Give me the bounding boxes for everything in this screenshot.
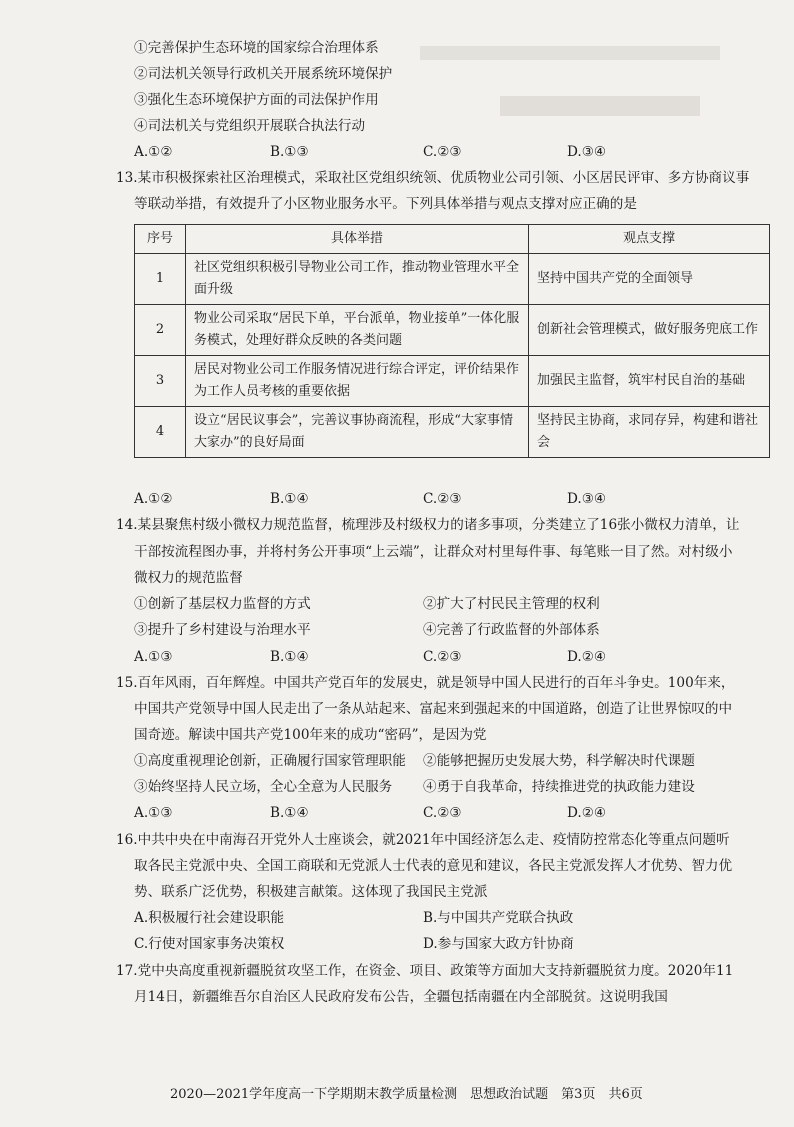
- q13-option-c[interactable]: C.②③: [423, 491, 462, 507]
- row-measure: 设立“居民议事会”，完善议事协商流程，形成“大家事情大家办”的良好局面: [186, 407, 529, 458]
- q17-stem: 17.党中央高度重视新疆脱贫攻坚工作，在资金、项目、政策等方面加大支持新疆脱贫力度。2020年11: [116, 963, 734, 979]
- q12-item: ③强化生态环境保护方面的司法保护作用: [134, 92, 379, 108]
- q15-option-a[interactable]: A.①③: [134, 805, 173, 821]
- page-footer: 2020—2021学年度高一下学期期末教学质量检测 思想政治试题 第3页 共6页: [170, 1087, 643, 1102]
- q16-stem: 取各民主党派中央、全国工商联和无党派人士代表的意见和建议，各民主党派发挥人才优势、智力优: [134, 858, 733, 874]
- q15-stem: 中国共产党领导中国人民走出了一条从站起来、富起来到强起来的中国道路，创造了让世界惊叹的中: [134, 701, 733, 717]
- q13-table: [134, 224, 770, 458]
- q16-stem: 16.中共中央在中南海召开党外人士座谈会，就2021年中国经济怎么走、疫情防控常态化等重点问题听: [116, 832, 730, 848]
- q14-item: ②扩大了村民民主管理的权利: [423, 596, 600, 612]
- q12-option-b[interactable]: B.①③: [270, 144, 309, 160]
- row-view: 坚持民主协商，求同存异，构建和谐社会: [529, 407, 770, 458]
- q15-option-b[interactable]: B.①④: [270, 805, 309, 821]
- q12-item: ②司法机关领导行政机关开展系统环境保护: [134, 66, 393, 82]
- row-measure: 社区党组织积极引导物业公司工作，推动物业管理水平全面升级: [186, 254, 529, 305]
- q13-option-d[interactable]: D.③④: [567, 491, 607, 507]
- row-measure: 物业公司采取“居民下单，平台派单，物业接单”一体化服务模式，处理好群众反映的各类问题: [186, 305, 529, 356]
- q12-item: ④司法机关与党组织开展联合执法行动: [134, 118, 366, 134]
- row-no: 4: [135, 407, 186, 458]
- q13-stem: 13.某市积极探索社区治理模式，采取社区党组织统领、优质物业公司引领、小区居民评审、多方协商议事: [116, 170, 750, 186]
- table-row: [135, 254, 770, 305]
- q13-option-b[interactable]: B.①④: [270, 491, 309, 507]
- q12-option-c[interactable]: C.②③: [423, 144, 462, 160]
- bleed-through-shadow: [500, 96, 700, 120]
- row-no: 2: [135, 305, 186, 356]
- q15-item: ③始终坚持人民立场，全心全意为人民服务: [134, 779, 393, 795]
- q14-option-b[interactable]: B.①④: [270, 649, 309, 665]
- q16-option-a[interactable]: A.积极履行社会建设职能: [134, 910, 285, 926]
- q15-option-c[interactable]: C.②③: [423, 805, 462, 821]
- header-no: 序号: [135, 225, 186, 254]
- q14-stem: 14.某县聚焦村级小微权力规范监督，梳理涉及村级权力的诸多事项，分类建立了16张小微权力清单，让: [116, 517, 740, 533]
- row-view: 创新社会管理模式，做好服务兜底工作: [529, 305, 770, 356]
- table-row: [135, 305, 770, 356]
- q14-item: ④完善了行政监督的外部体系: [423, 622, 600, 638]
- q13-option-a[interactable]: A.①②: [134, 491, 173, 507]
- q12-item: ①完善保护生态环境的国家综合治理体系: [134, 40, 379, 56]
- q17-stem: 月14日，新疆维吾尔自治区人民政府发布公告，全疆包括南疆在内全部脱贫。这说明我国: [134, 989, 668, 1005]
- table-header-row: [135, 225, 770, 254]
- header-view: 观点支撑: [529, 225, 770, 254]
- q14-item: ①创新了基层权力监督的方式: [134, 596, 311, 612]
- q16-option-c[interactable]: C.行使对国家事务决策权: [134, 936, 285, 952]
- q16-option-d[interactable]: D.参与国家大政方针协商: [423, 936, 574, 952]
- q13-stem: 等联动举措，有效提升了小区物业服务水平。下列具体举措与观点支撑对应正确的是: [134, 196, 637, 212]
- q16-option-b[interactable]: B.与中国共产党联合执政: [423, 910, 574, 926]
- row-no: 1: [135, 254, 186, 305]
- q14-option-c[interactable]: C.②③: [423, 649, 462, 665]
- row-measure: 居民对物业公司工作服务情况进行综合评定，评价结果作为工作人员考核的重要依据: [186, 356, 529, 407]
- q15-item: ④勇于自我革命，持续推进党的执政能力建设: [423, 779, 695, 795]
- q12-option-d[interactable]: D.③④: [567, 144, 607, 160]
- q14-option-a[interactable]: A.①③: [134, 649, 173, 665]
- row-view: 坚持中国共产党的全面领导: [529, 254, 770, 305]
- row-no: 3: [135, 356, 186, 407]
- q15-item: ②能够把握历史发展大势，科学解决时代课题: [423, 753, 695, 769]
- table-row: [135, 407, 770, 458]
- q12-option-a[interactable]: A.①②: [134, 144, 173, 160]
- row-view: 加强民主监督，筑牢村民自治的基础: [529, 356, 770, 407]
- q16-stem: 势、联系广泛优势，积极建言献策。这体现了我国民主党派: [134, 884, 488, 900]
- q14-item: ③提升了乡村建设与治理水平: [134, 622, 311, 638]
- q14-stem: 干部按流程图办事，并将村务公开事项“上云端”，让群众对村里每件事、每笔账一目了然。对村级小: [134, 544, 733, 560]
- q15-option-d[interactable]: D.②④: [567, 805, 607, 821]
- q15-stem: 15.百年风雨，百年辉煌。中国共产党百年的发展史，就是领导中国人民进行的百年斗争史。100年来，: [116, 675, 735, 691]
- q15-item: ①高度重视理论创新，正确履行国家管理职能: [134, 753, 406, 769]
- table-row: [135, 356, 770, 407]
- bleed-through-shadow: [420, 46, 720, 64]
- header-measure: 具体举措: [186, 225, 529, 254]
- q14-stem: 微权力的规范监督: [134, 570, 243, 586]
- q14-option-d[interactable]: D.②④: [567, 649, 607, 665]
- q15-stem: 国奇迹。解读中国共产党100年来的成功“密码”，是因为党: [134, 727, 487, 743]
